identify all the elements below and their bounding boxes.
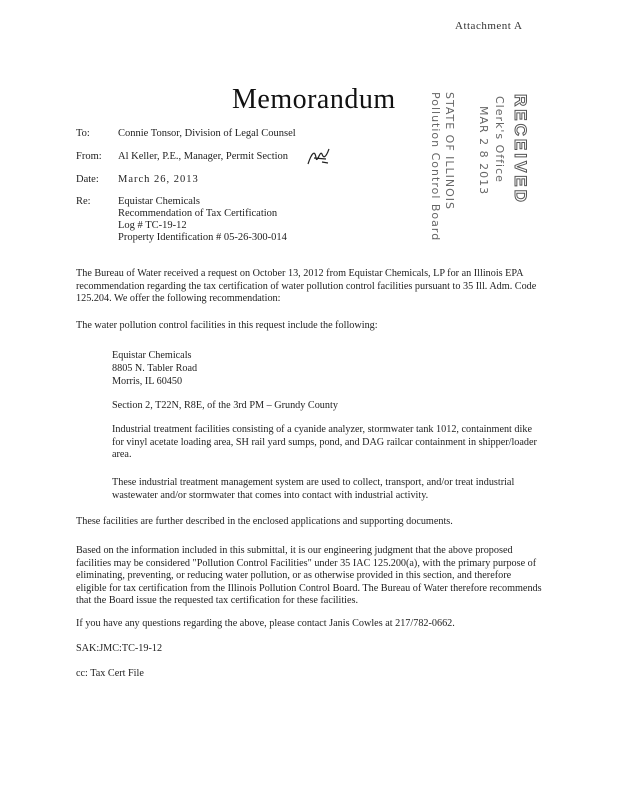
stamp-office: Clerk's Office (493, 96, 506, 183)
re-label: Re: (76, 196, 91, 207)
stamp-date: MAR 2 8 2013 (477, 106, 490, 196)
re-line: Log # TC-19-12 (118, 220, 187, 231)
to-label: To: (76, 128, 90, 139)
signature-initials (306, 146, 332, 168)
to-value: Connie Tonsor, Division of Legal Counsel (118, 128, 296, 139)
stamp-received: RECEIVED (511, 94, 530, 205)
re-line: Equistar Chemicals (118, 196, 200, 207)
reference-initials: SAK:JMC:TC-19-12 (76, 643, 163, 654)
date-value: March 26, 2013 (118, 174, 199, 185)
attachment-label: Attachment A (455, 20, 523, 32)
cc-line: cc: Tax Cert File (76, 668, 144, 679)
address-line: Morris, IL 60450 (112, 376, 183, 387)
re-line: Recommendation of Tax Certification (118, 208, 278, 219)
received-stamp (410, 92, 530, 242)
paragraph-facilities-intro: The water pollution control facilities in this request include the following: (76, 320, 378, 331)
stamp-board: Pollution Control Board (429, 92, 442, 242)
stamp-state: STATE OF ILLINOIS (443, 92, 456, 211)
date-label: Date: (76, 174, 99, 185)
from-value: Al Keller, P.E., Manager, Permit Section (118, 151, 289, 162)
paragraph-recommendation: Based on the information included in this submittal, it is our engineering judgment that the above proposed facilities may be considered "Pollution Control Facilities" under 35 IAC 125.200(a), with the primary purpose of eliminating, preventing, or reducing water pollution, or as otherwise provided in this section, and therefore eligible for tax certification from the Illinois Pollution Control Board. The Bureau of Water therefore recommends that the Board issue the requested tax certification for these facilities. (76, 545, 542, 606)
systems-description: These industrial treatment management system are used to collect, transport, and/or treat industrial wastewater and/or stormwater that comes into contact with industrial activity. (112, 477, 515, 501)
paragraph-further-described: These facilities are further described in the enclosed applications and supporting documents. (76, 516, 453, 527)
re-line: Property Identification # 05-26-300-014 (118, 232, 287, 243)
section-location: Section 2, T22N, R8E, of the 3rd PM – Grundy County (112, 400, 338, 411)
paragraph-request: The Bureau of Water received a request on October 13, 2012 from Equistar Chemicals, LP for an Illinois EPA recommendation regarding the tax certification of water pollution control facilities pursuant to 35 Ill. Adm. Code 125.204. We offer the following recommendation: (76, 268, 537, 304)
address-line: Equistar Chemicals (112, 350, 192, 361)
facilities-description: Industrial treatment facilities consisting of a cyanide analyzer, stormwater tank 1012, containment dike for vinyl acetate loading area, SH rail yard sumps, pond, and DAG railcar containment in shipper/loader area. (112, 424, 537, 460)
from-label: From: (76, 151, 102, 162)
address-line: 8805 N. Tabler Road (112, 363, 198, 374)
paragraph-contact: If you have any questions regarding the above, please contact Janis Cowles at 217/782-0662. (76, 618, 455, 629)
memo-title: Memorandum (232, 84, 396, 115)
